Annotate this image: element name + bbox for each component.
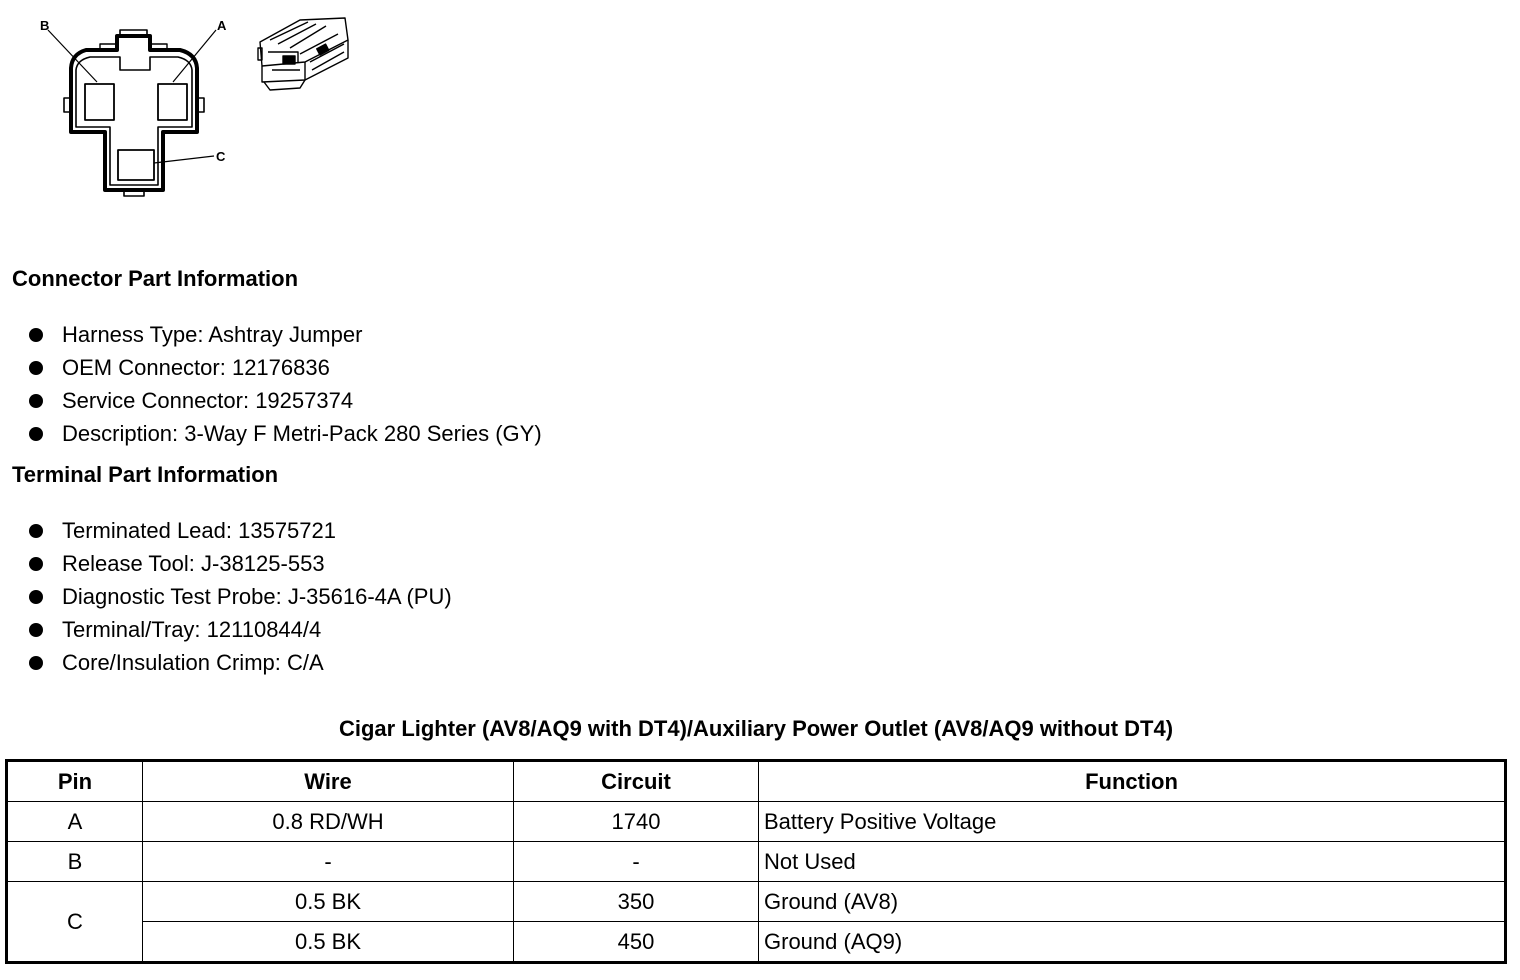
cell-function: Battery Positive Voltage [759, 802, 1506, 842]
list-item: Terminated Lead: 13575721 [28, 514, 452, 547]
connector-section-title: Connector Part Information [12, 266, 299, 291]
terminal-info-list [28, 514, 452, 679]
header-wire: Wire [143, 761, 514, 802]
table-row [7, 882, 1506, 922]
table-row [7, 802, 1506, 842]
list-item: Release Tool: J-38125-553 [28, 547, 452, 580]
cell-pin: C [7, 882, 143, 963]
header-circuit: Circuit [514, 761, 759, 802]
cell-function: Ground (AQ9) [759, 922, 1506, 963]
bullet-icon [29, 590, 43, 604]
cell-wire: - [143, 842, 514, 882]
cell-wire: 0.5 BK [143, 882, 514, 922]
bullet-icon [29, 557, 43, 571]
cell-function: Not Used [759, 842, 1506, 882]
bullet-icon [29, 361, 43, 375]
table-title: Cigar Lighter (AV8/AQ9 with DT4)/Auxiliary Power Outlet (AV8/AQ9 without DT4) [338, 716, 1174, 741]
bullet-icon [29, 524, 43, 538]
cell-pin: A [7, 802, 143, 842]
cell-wire: 0.8 RD/WH [143, 802, 514, 842]
header-function: Function [759, 761, 1506, 802]
pin-label-a: A [217, 18, 227, 33]
cell-pin: B [7, 842, 143, 882]
pinout-table [5, 759, 1507, 964]
table-row [7, 922, 1506, 963]
pin-label-c: C [216, 149, 226, 164]
connector-3d-view [258, 18, 348, 90]
connector-diagram [0, 0, 380, 210]
cell-circuit: 1740 [514, 802, 759, 842]
cell-circuit: 350 [514, 882, 759, 922]
bullet-icon [29, 656, 43, 670]
cell-circuit: - [514, 842, 759, 882]
list-item: Diagnostic Test Probe: J-35616-4A (PU) [28, 580, 452, 613]
cell-wire: 0.5 BK [143, 922, 514, 963]
cell-function: Ground (AV8) [759, 882, 1506, 922]
header-pin: Pin [7, 761, 143, 802]
list-item: Harness Type: Ashtray Jumper [28, 318, 542, 351]
connector-face-drawing [48, 30, 216, 196]
bullet-icon [29, 328, 43, 342]
bullet-icon [29, 427, 43, 441]
list-item: Service Connector: 19257374 [28, 384, 542, 417]
list-item: OEM Connector: 12176836 [28, 351, 542, 384]
bullet-icon [29, 394, 43, 408]
terminal-section-title: Terminal Part Information [12, 462, 279, 487]
list-item: Terminal/Tray: 12110844/4 [28, 613, 452, 646]
table-row [7, 842, 1506, 882]
cell-circuit: 450 [514, 922, 759, 963]
list-item: Description: 3-Way F Metri-Pack 280 Series (GY) [28, 417, 542, 450]
table-header-row [7, 761, 1506, 802]
pin-label-b: B [40, 18, 50, 33]
list-item: Core/Insulation Crimp: C/A [28, 646, 452, 679]
bullet-icon [29, 623, 43, 637]
connector-info-list [28, 318, 542, 450]
